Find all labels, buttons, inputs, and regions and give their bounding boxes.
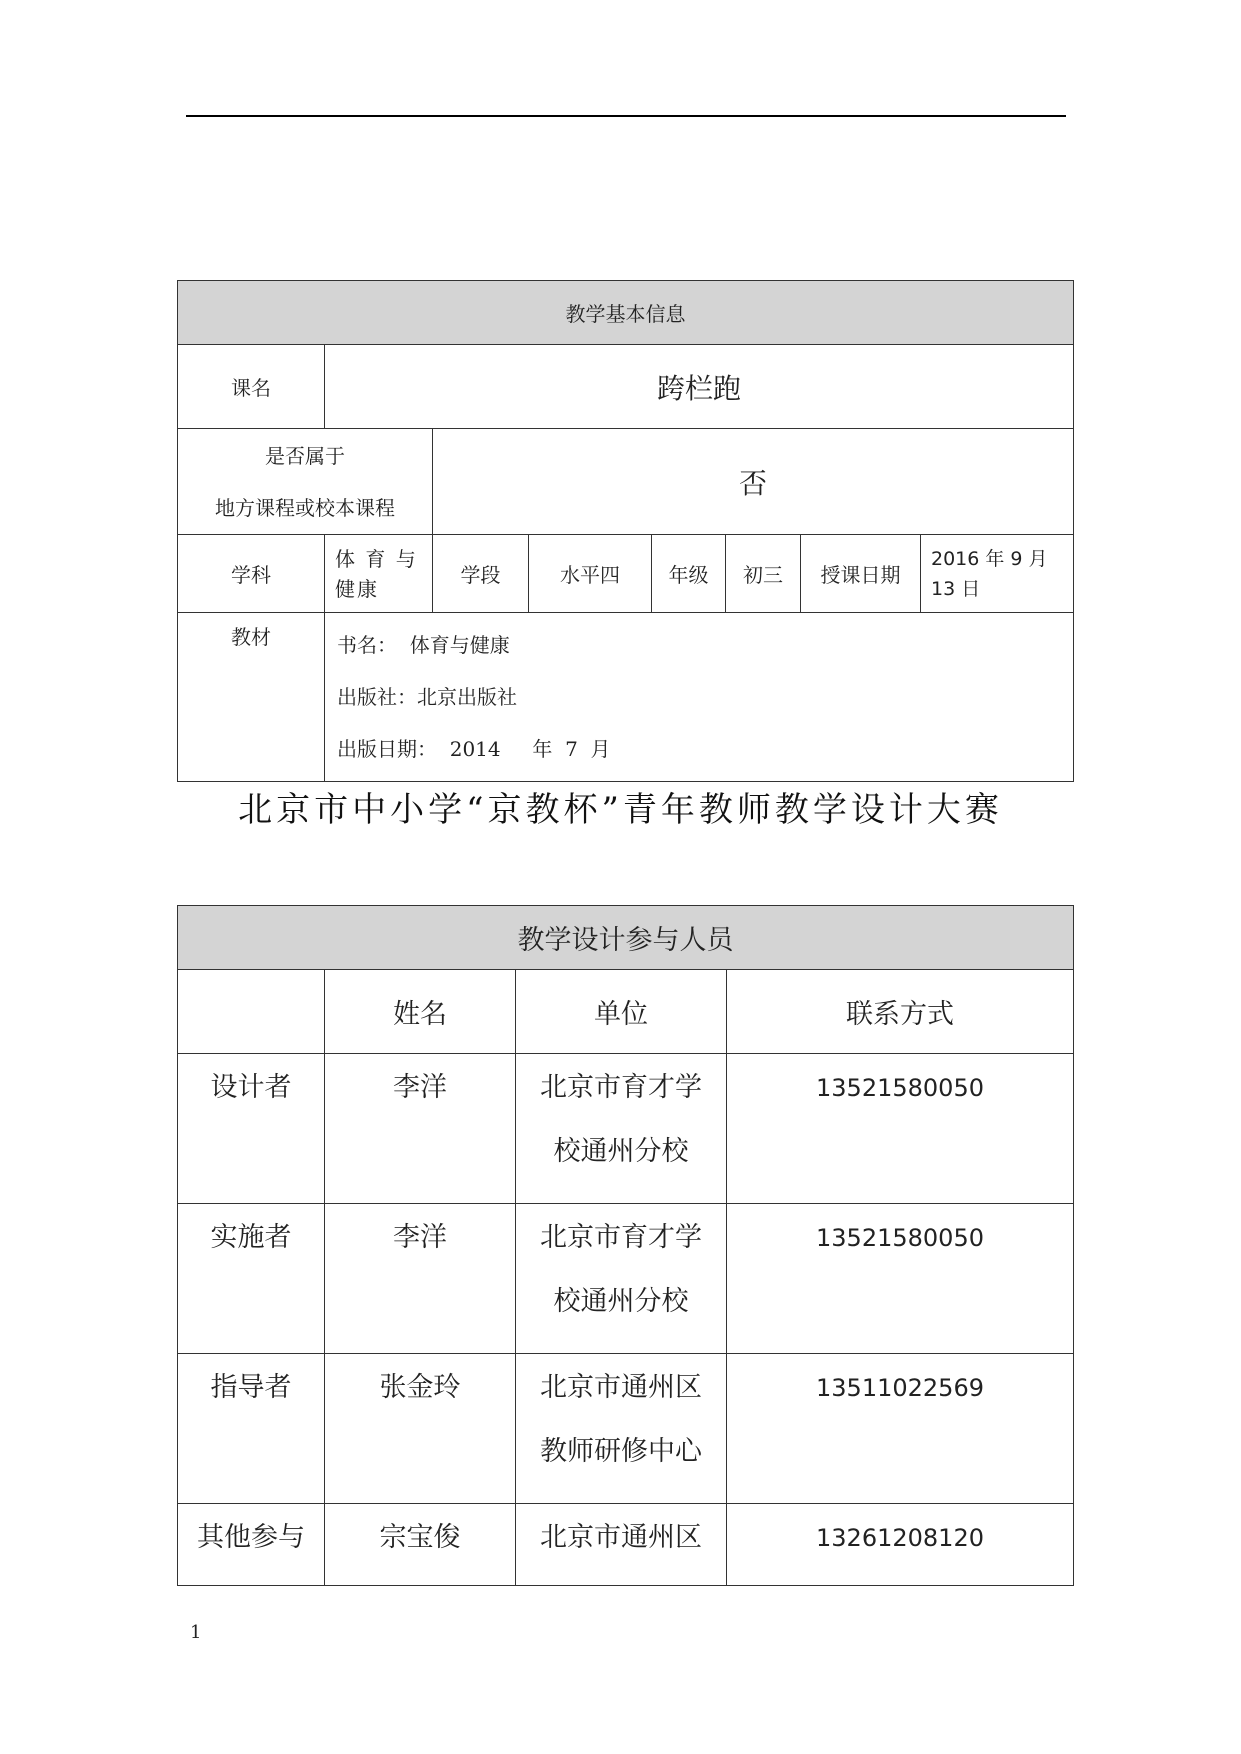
name-cell: 李洋 [325,1054,516,1204]
table-row [178,1204,1074,1354]
unit-line1: 北京市通州区 [540,1522,702,1553]
publisher: 出版社：北京出版社 [337,685,517,709]
grade-label: 年级 [652,535,726,613]
unit-line1: 北京市育才学 [540,1072,702,1103]
phone-cell: 13511022569 [727,1354,1074,1504]
local-label-line1: 是否属于 [265,443,345,468]
column-header-name: 姓名 [325,970,516,1054]
unit-line1: 北京市育才学 [540,1222,702,1253]
table-row [178,1504,1074,1586]
unit-line2: 教师研修中心 [540,1436,702,1467]
name-cell: 李洋 [325,1204,516,1354]
phone-cell: 13521580050 [727,1204,1074,1354]
name-cell: 宗宝俊 [325,1504,516,1586]
unit-cell [516,1354,727,1504]
course-label: 课名 [178,345,325,429]
column-header-contact: 联系方式 [727,970,1074,1054]
role-cell: 设计者 [178,1054,325,1204]
table-row [178,1054,1074,1204]
local-label-line2: 地方课程或校本课程 [215,495,395,520]
phone-cell: 13521580050 [727,1054,1074,1204]
basic-info-table [177,280,1074,782]
unit-line2: 校通州分校 [553,1286,689,1317]
date-value: 2016 年 9 月 13 日 [921,535,1074,613]
unit-cell [516,1504,727,1586]
stage-label: 学段 [433,535,529,613]
header-rule [186,115,1066,117]
textbook-details [325,613,1074,782]
role-cell: 指导者 [178,1354,325,1504]
role-cell: 实施者 [178,1204,325,1354]
subject-label: 学科 [178,535,325,613]
subject-value: 体 育 与 健康 [325,535,433,613]
basic-info-header: 教学基本信息 [178,281,1074,345]
contest-title: 北京市中小学“京教杯”青年教师教学设计大赛 [238,790,1003,830]
column-header-unit: 单位 [516,970,727,1054]
unit-line2: 校通州分校 [553,1136,689,1167]
unit-cell [516,1054,727,1204]
participants-table [177,905,1074,1586]
book-name: 书名： 体育与健康 [337,633,510,657]
stage-value: 水平四 [529,535,652,613]
participants-header: 教学设计参与人员 [178,906,1074,970]
unit-line1: 北京市通州区 [540,1372,702,1403]
table-row [178,1354,1074,1504]
unit-cell [516,1204,727,1354]
local-course-value: 否 [433,429,1074,535]
column-header-role [178,970,325,1054]
publish-date: 出版日期： 2014 年 7 月 [337,737,611,761]
name-cell: 张金玲 [325,1354,516,1504]
role-cell: 其他参与 [178,1504,325,1586]
local-course-label [178,429,433,535]
textbook-label: 教材 [178,613,325,782]
phone-cell: 13261208120 [727,1504,1074,1586]
grade-value: 初三 [726,535,801,613]
date-label: 授课日期 [801,535,921,613]
course-value: 跨栏跑 [325,345,1074,429]
page-number: 1 [190,1622,202,1643]
